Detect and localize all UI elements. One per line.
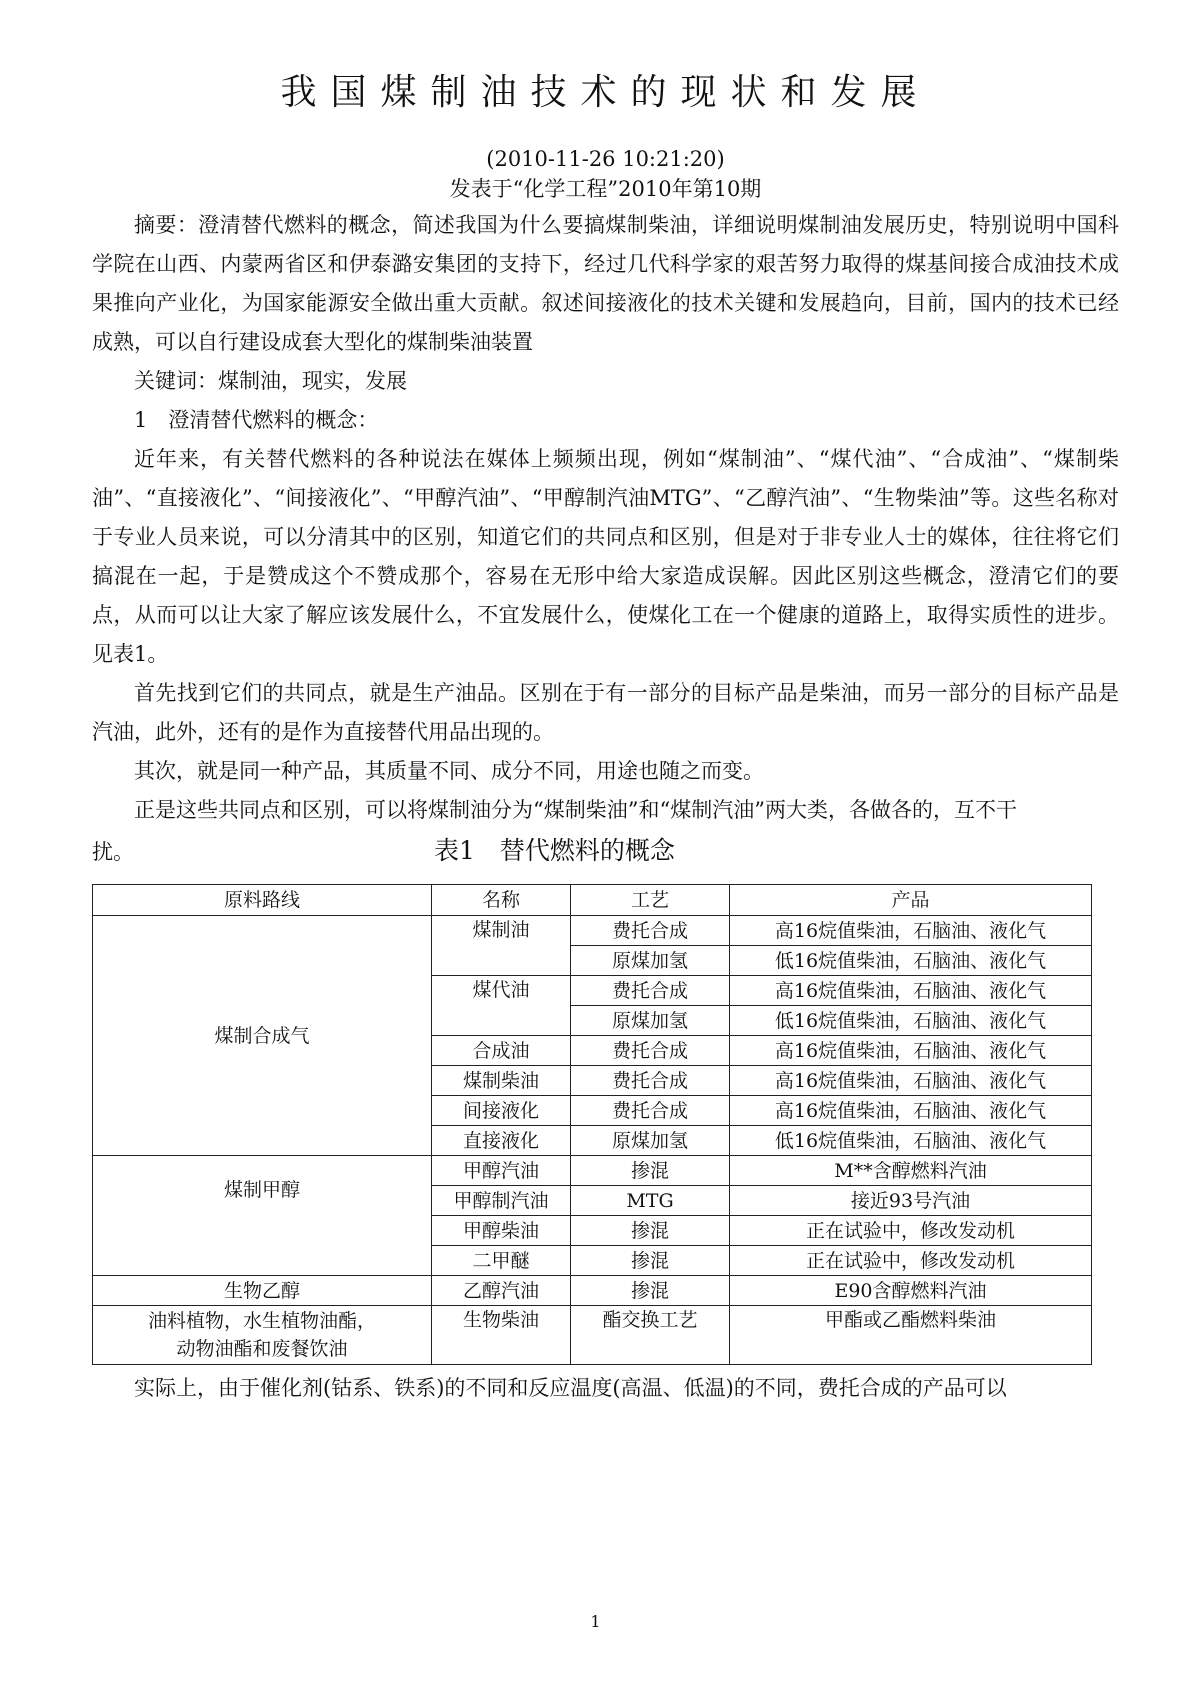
process-cell: 费托合成 [571, 1066, 730, 1096]
fuel-concepts-table [92, 884, 1092, 1365]
table-row [93, 1156, 1092, 1186]
table-caption: 表1 替代燃料的概念 [434, 836, 675, 865]
process-cell: 费托合成 [571, 1096, 730, 1126]
name-cell: 煤制油 [432, 916, 571, 976]
name-cell: 生物柴油 [432, 1306, 571, 1365]
product-cell: 高16烷值柴油，石脑油、液化气 [730, 1096, 1092, 1126]
route-cell [93, 1306, 432, 1365]
name-cell: 乙醇汽油 [432, 1276, 571, 1306]
product-cell: 高16烷值柴油，石脑油、液化气 [730, 1036, 1092, 1066]
process-cell: 掺混 [571, 1276, 730, 1306]
process-cell: 原煤加氢 [571, 1006, 730, 1036]
document-title: 我国煤制油技术的现状和发展 [280, 72, 931, 113]
body-paragraph: 其次，就是同一种产品，其质量不同、成分不同，用途也随之而变。 [134, 759, 764, 783]
name-cell: 煤制柴油 [432, 1066, 571, 1096]
caption-row [92, 830, 1119, 872]
paragraph-tail: 扰。 [92, 840, 134, 864]
product-cell: M**含醇燃料汽油 [730, 1156, 1092, 1186]
name-cell: 二甲醚 [432, 1246, 571, 1276]
route-line: 动物油酯和废餐饮油 [176, 1338, 348, 1360]
name-cell: 煤代油 [432, 976, 571, 1036]
body-paragraph: 首先找到它们的共同点，就是生产油品。区别在于有一部分的目标产品是柴油，而另一部分的目标产品是汽油，此外，还有的是作为直接替代用品出现的。 [92, 681, 1119, 744]
process-cell: 费托合成 [571, 916, 730, 946]
route-line: 油料植物，水生植物油酯， [147, 1310, 376, 1332]
table-header-row [93, 885, 1092, 916]
process-cell: 费托合成 [571, 976, 730, 1006]
process-cell: 费托合成 [571, 1036, 730, 1066]
abstract-paragraph: 摘要：澄清替代燃料的概念，简述我国为什么要搞煤制柴油，详细说明煤制油发展历史，特别说明中国科学院在山西、内蒙两省区和伊泰潞安集团的支持下，经过几代科学家的艰苦努力取得的煤基间接合成油技术成果推向产业化，为国家能源安全做出重大贡献。叙述间接液化的技术关键和发展趋向，目前，国内的技术已经成熟，可以自行建设成套大型化的煤制柴油装置 [92, 213, 1119, 354]
name-cell: 直接液化 [432, 1126, 571, 1156]
process-cell: 酯交换工艺 [571, 1306, 730, 1365]
publish-date: (2010-11-26 10:21:20) [486, 147, 725, 171]
process-cell: 掺混 [571, 1216, 730, 1246]
table-row [93, 1276, 1092, 1306]
product-cell: 低16烷值柴油，石脑油、液化气 [730, 946, 1092, 976]
route-cell: 生物乙醇 [93, 1276, 432, 1306]
name-cell: 甲醇制汽油 [432, 1186, 571, 1216]
body-paragraph: 近年来，有关替代燃料的各种说法在媒体上频频出现，例如“煤制油”、“煤代油”、“合成油”、“煤制柴油”、“直接液化”、“间接液化”、“甲醇汽油”、“甲醇制汽油MTG”、“乙醇汽油”、“生物柴油”等。这些名称对于专业人员来说，可以分清其中的区别，知道它们的共同点和区别，但是对于非专业人士的媒体，往往将它们搞混在一起，于是赞成这个不赞成那个，容易在无形中给大家造成误解。因此区别这些概念，澄清它们的要点，从而可以让大家了解应该发展什么，不宜发展什么，使煤化工在一个健康的道路上，取得实质性的进步。见表1。 [92, 447, 1119, 666]
header-route: 原料路线 [93, 885, 432, 916]
product-cell: 低16烷值柴油，石脑油、液化气 [730, 1126, 1092, 1156]
table-row [93, 916, 1092, 946]
header-process: 工艺 [571, 885, 730, 916]
product-cell: 高16烷值柴油，石脑油、液化气 [730, 976, 1092, 1006]
product-cell: E90含醇燃料汽油 [730, 1276, 1092, 1306]
product-cell: 正在试验中，修改发动机 [730, 1216, 1092, 1246]
body-paragraph: 实际上，由于催化剂(钴系、铁系)的不同和反应温度(高温、低温)的不同，费托合成的产品可以 [134, 1376, 1007, 1400]
process-cell: 原煤加氢 [571, 1126, 730, 1156]
name-cell: 甲醇柴油 [432, 1216, 571, 1246]
product-cell: 高16烷值柴油，石脑油、液化气 [730, 916, 1092, 946]
name-cell: 间接液化 [432, 1096, 571, 1126]
keywords-line: 关键词：煤制油，现实，发展 [134, 369, 407, 393]
product-cell: 高16烷值柴油，石脑油、液化气 [730, 1066, 1092, 1096]
product-cell: 接近93号汽油 [730, 1186, 1092, 1216]
process-cell: 原煤加氢 [571, 946, 730, 976]
product-cell: 甲酯或乙酯燃料柴油 [730, 1306, 1092, 1365]
process-cell: 掺混 [571, 1246, 730, 1276]
header-name: 名称 [432, 885, 571, 916]
name-cell: 合成油 [432, 1036, 571, 1066]
page-number: 1 [590, 1612, 601, 1631]
process-cell: MTG [571, 1186, 730, 1216]
section-heading: 1 澄清替代燃料的概念： [134, 408, 379, 432]
table-row [93, 1306, 1092, 1365]
product-cell: 正在试验中，修改发动机 [730, 1246, 1092, 1276]
body-paragraph: 正是这些共同点和区别，可以将煤制油分为“煤制柴油”和“煤制汽油”两大类，各做各的，互不干 [134, 798, 1017, 822]
header-product: 产品 [730, 885, 1092, 916]
product-cell: 低16烷值柴油，石脑油、液化气 [730, 1006, 1092, 1036]
route-cell: 煤制合成气 [93, 916, 432, 1156]
publication-source: 发表于“化学工程”2010年第10期 [449, 177, 762, 201]
process-cell: 掺混 [571, 1156, 730, 1186]
route-cell: 煤制甲醇 [93, 1156, 432, 1276]
name-cell: 甲醇汽油 [432, 1156, 571, 1186]
